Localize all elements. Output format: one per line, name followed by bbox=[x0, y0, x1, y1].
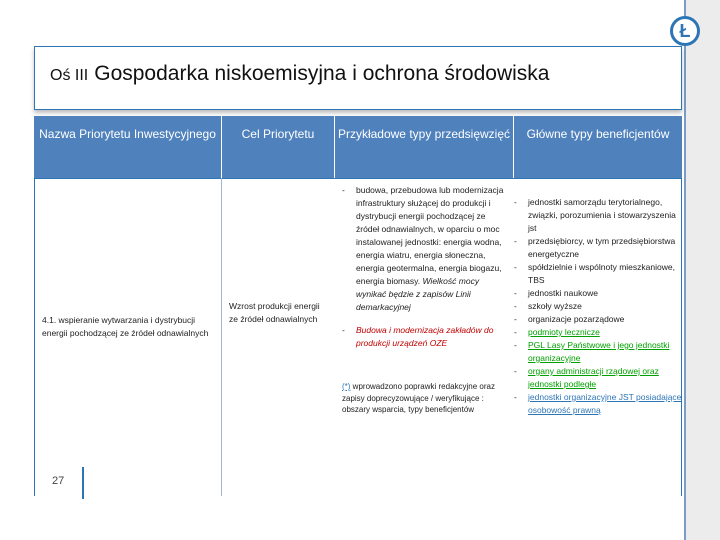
page-number: 27 bbox=[52, 475, 65, 487]
note-text: wprowadzono poprawki redakcyjne oraz zapisy doprecyzowujące / weryfikujące : obszary wsparcia, typy beneficjentów bbox=[342, 382, 495, 414]
list-item bbox=[514, 339, 686, 365]
priority-goal-cell: Wzrost produkcji energii ze źródeł odnawialnych bbox=[229, 301, 320, 324]
list-item bbox=[514, 235, 686, 261]
list-dash: - bbox=[514, 262, 517, 272]
list-item bbox=[514, 391, 686, 417]
list-item bbox=[342, 184, 510, 314]
page-number-divider bbox=[82, 467, 84, 499]
list-dash: - bbox=[514, 301, 517, 311]
list-dash: - bbox=[514, 392, 517, 402]
header-beneficiaries: Główne typy beneficjentów bbox=[514, 116, 682, 178]
list-item bbox=[514, 287, 686, 300]
beneficiary-text: organy administracji rządowej oraz jednostki podległe bbox=[528, 366, 659, 389]
beneficiary-text: spółdzielnie i wspólnoty mieszkaniowe, TBS bbox=[528, 262, 675, 285]
header-priority-goal: Cel Priorytetu bbox=[222, 116, 334, 178]
list-dash: - bbox=[514, 236, 517, 246]
right-stripe bbox=[685, 0, 720, 540]
title-prefix: Oś III bbox=[50, 67, 89, 84]
beneficiary-text: jednostki organizacyjne JST posiadające osobowość prawną bbox=[528, 392, 682, 415]
editorial-note bbox=[342, 381, 508, 416]
list-item bbox=[514, 313, 686, 326]
title-text: Gospodarka niskoemisyjna i ochrona środowiska bbox=[94, 62, 550, 85]
list-dash: - bbox=[342, 185, 345, 195]
beneficiary-text: szkoły wyższe bbox=[528, 301, 582, 311]
list-item bbox=[514, 261, 686, 287]
list-dash: - bbox=[514, 340, 517, 350]
beneficiary-text: jednostki samorządu terytorialnego, związki, porozumienia i stowarzyszenia jst bbox=[528, 197, 676, 233]
project-types-list bbox=[342, 184, 510, 356]
project-type-text: Budowa i modernizacja zakładów do produkcji urządzeń OZE bbox=[356, 325, 494, 348]
beneficiary-text: jednostki naukowe bbox=[528, 288, 598, 298]
priority-name-cell: 4.1. wspieranie wytwarzania i dystrybucji energii pochodzącej ze źródeł odnawialnych bbox=[42, 315, 209, 338]
beneficiary-text: podmioty lecznicze bbox=[528, 327, 600, 337]
slide-title bbox=[50, 62, 549, 86]
note-mark: (*) bbox=[342, 382, 351, 391]
column-divider bbox=[221, 178, 222, 496]
list-dash: - bbox=[514, 327, 517, 337]
project-type-extra: Wielkość mocy wynikać będzie z zapisów Linii demarkacyjnej bbox=[356, 276, 480, 312]
list-dash: - bbox=[342, 325, 345, 335]
beneficiary-text: przedsiębiorcy, w tym przedsiębiorstwa energetyczne bbox=[528, 236, 676, 259]
beneficiary-text: PGL Lasy Państwowe i jego jednostki organizacyjne bbox=[528, 340, 670, 363]
list-item bbox=[514, 365, 686, 391]
logo-icon: Ł bbox=[670, 16, 700, 46]
list-item bbox=[342, 324, 510, 350]
beneficiaries-list bbox=[514, 196, 686, 417]
list-dash: - bbox=[514, 314, 517, 324]
header-project-types: Przykładowe typy przedsięwzięć bbox=[335, 116, 513, 178]
list-dash: - bbox=[514, 366, 517, 376]
project-type-text: budowa, przebudowa lub modernizacja infrastruktury służącej do produkcji i dystrybucji energii pochodzącej ze źródeł odnawialnych, w oparciu o moc instalowanej jednostki: energia wodna, energia wiatru, energia słoneczna, energia geotermalna, energia biogazu, energia biomasy. bbox=[356, 185, 504, 286]
list-item bbox=[514, 300, 686, 313]
header-priority-name: Nazwa Priorytetu Inwestycyjnego bbox=[34, 116, 221, 178]
list-dash: - bbox=[514, 288, 517, 298]
list-item bbox=[514, 326, 686, 339]
beneficiary-text: organizacje pozarządowe bbox=[528, 314, 625, 324]
header-divider bbox=[34, 178, 682, 179]
list-dash: - bbox=[514, 197, 517, 207]
list-item bbox=[514, 196, 686, 235]
